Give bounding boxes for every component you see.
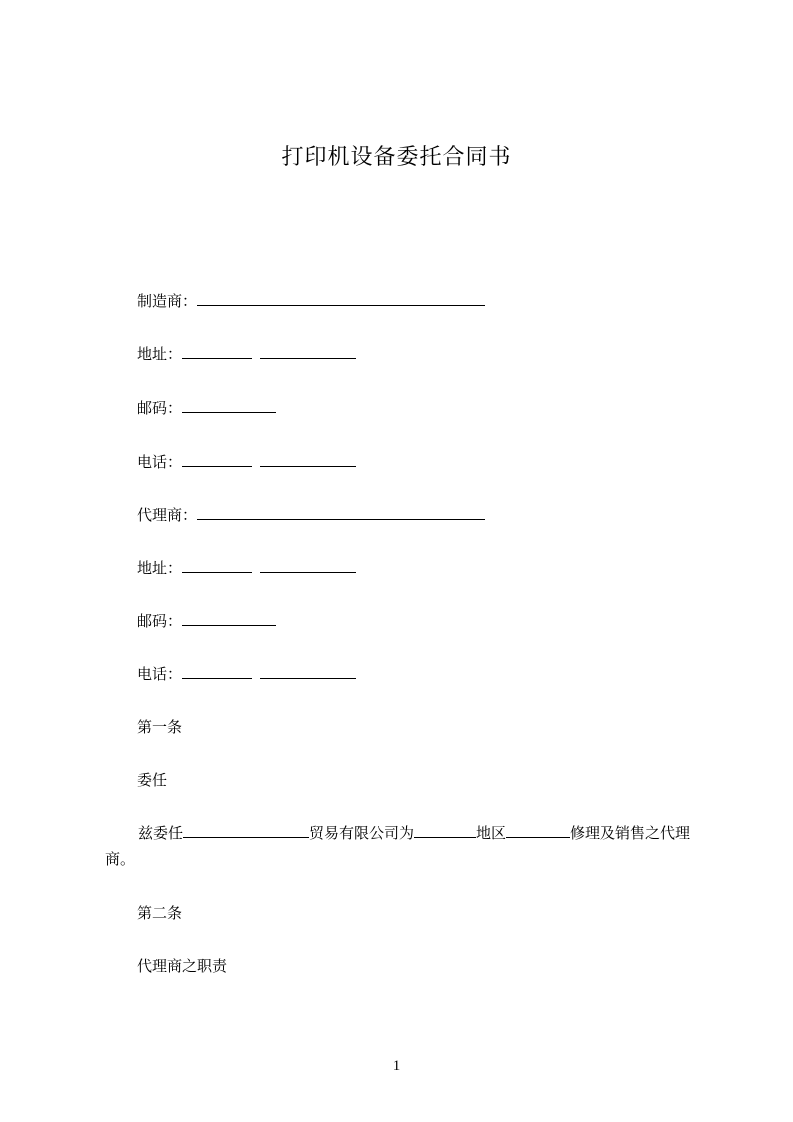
agent-postcode-blank	[182, 611, 276, 626]
region-detail-blank	[506, 823, 570, 838]
agent-address-blank-2	[260, 558, 356, 573]
manufacturer-postcode-blank	[182, 398, 276, 413]
agent-address-label: 地址：	[137, 560, 183, 577]
article2-heading: 第二条	[137, 905, 183, 922]
page-number: 1	[392, 1058, 401, 1074]
manufacturer-postcode-field	[137, 398, 276, 419]
manufacturer-address-blank-1	[182, 344, 252, 359]
manufacturer-phone-blank-2	[260, 452, 356, 467]
manufacturer-phone-field	[137, 452, 356, 473]
article1-text-part2: 贸易有限公司为	[309, 825, 415, 842]
company-name-blank	[183, 823, 309, 838]
agent-address-blank-1	[182, 558, 252, 573]
manufacturer-address-field	[137, 344, 356, 365]
agent-address-field	[137, 558, 356, 579]
agent-phone-field	[137, 664, 356, 685]
agent-name-label: 代理商：	[137, 507, 198, 524]
article1-subheading: 委任	[137, 772, 168, 789]
agent-phone-label: 电话：	[137, 666, 183, 683]
document-title: 打印机设备委托合同书	[281, 144, 512, 169]
manufacturer-address-blank-2	[260, 344, 356, 359]
manufacturer-address-label: 地址：	[137, 346, 183, 363]
agent-phone-blank-1	[182, 664, 252, 679]
article1-paragraph	[105, 821, 705, 873]
manufacturer-phone-label: 电话：	[137, 454, 183, 471]
agent-postcode-field	[137, 611, 276, 632]
article1-text-part3: 地区	[476, 825, 507, 842]
manufacturer-phone-blank-1	[182, 452, 252, 467]
agent-name-blank	[197, 505, 485, 520]
manufacturer-name-blank	[197, 291, 485, 306]
agent-postcode-label: 邮码：	[137, 613, 183, 630]
article1-text-part4: 修理及销售之代理商。	[105, 825, 691, 868]
article2-subheading: 代理商之职责	[137, 958, 228, 975]
article1-text-part1: 兹委任	[138, 825, 184, 842]
region-blank	[414, 823, 476, 838]
manufacturer-postcode-label: 邮码：	[137, 400, 183, 417]
agent-phone-blank-2	[260, 664, 356, 679]
manufacturer-name-field	[137, 291, 485, 312]
article1-heading: 第一条	[137, 719, 183, 736]
agent-name-field	[137, 505, 485, 526]
manufacturer-name-label: 制造商：	[137, 293, 198, 310]
